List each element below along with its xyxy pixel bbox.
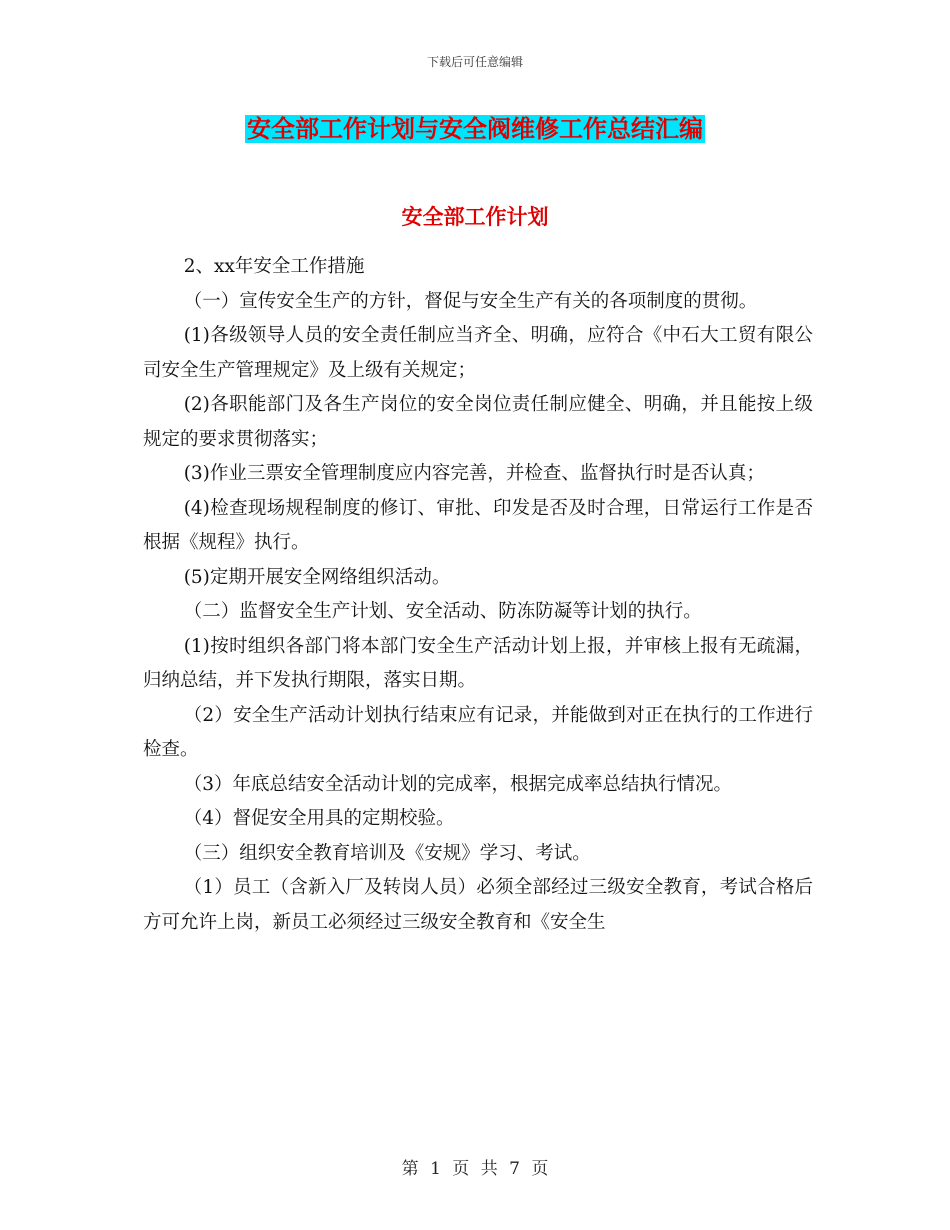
paragraph: （二）监督安全生产计划、安全活动、防冻防凝等计划的执行。 <box>183 601 702 622</box>
header-note: 下载后可任意编辑 <box>426 55 523 69</box>
paragraph: (4)检查现场规程制度的修订、审批、印发是否及时合理，日常运行工作是否根据《规程》执行。 <box>143 497 813 553</box>
paragraph: （一）宣传安全生产的方针，督促与安全生产有关的各项制度的贯彻。 <box>183 290 758 312</box>
paragraph: （1）员工（含新入厂及转岗人员）必须全部经过三级安全教育，考试合格后方可允许上岗，新员工必须经过三级安全教育和《安全生 <box>143 877 813 933</box>
paragraph: (2)各职能部门及各生产岗位的安全岗位责任制应健全、明确，并且能按上级规定的要求贯彻落实； <box>143 394 813 450</box>
document-title <box>0 112 950 146</box>
paragraph: （三）组织安全教育培训及《安规》学习、考试。 <box>183 842 591 864</box>
section-title: 安全部工作计划 <box>401 205 549 229</box>
paragraph: (5)定期开展安全网络组织活动。 <box>183 566 451 588</box>
document-body <box>143 250 813 940</box>
paragraph: (1)按时组织各部门将本部门安全生产活动计划上报，并审核上报有无疏漏，归纳总结，并下发执行期限，落实日期。 <box>143 635 813 691</box>
paragraph: （3）年底总结安全活动计划的完成率，根据完成率总结执行情况。 <box>183 773 732 795</box>
document-title-text: 安全部工作计划与安全阀维修工作总结汇编 <box>247 115 703 143</box>
paragraph: 2、xx年安全工作措施 <box>183 256 365 277</box>
paragraph: （2）安全生产活动计划执行结束应有记录，并能做到对正在执行的工作进行检查。 <box>143 704 813 760</box>
page-number: 第 1 页 共 7 页 <box>401 1159 549 1179</box>
paragraph: (1)各级领导人员的安全责任制应当齐全、明确，应符合《中石大工贸有限公司安全生产管理规定》及上级有关规定； <box>143 325 813 381</box>
paragraph: (3)作业三票安全管理制度应内容完善，并检查、监督执行时是否认真； <box>183 463 765 484</box>
paragraph: （4）督促安全用具的定期校验。 <box>183 808 455 829</box>
